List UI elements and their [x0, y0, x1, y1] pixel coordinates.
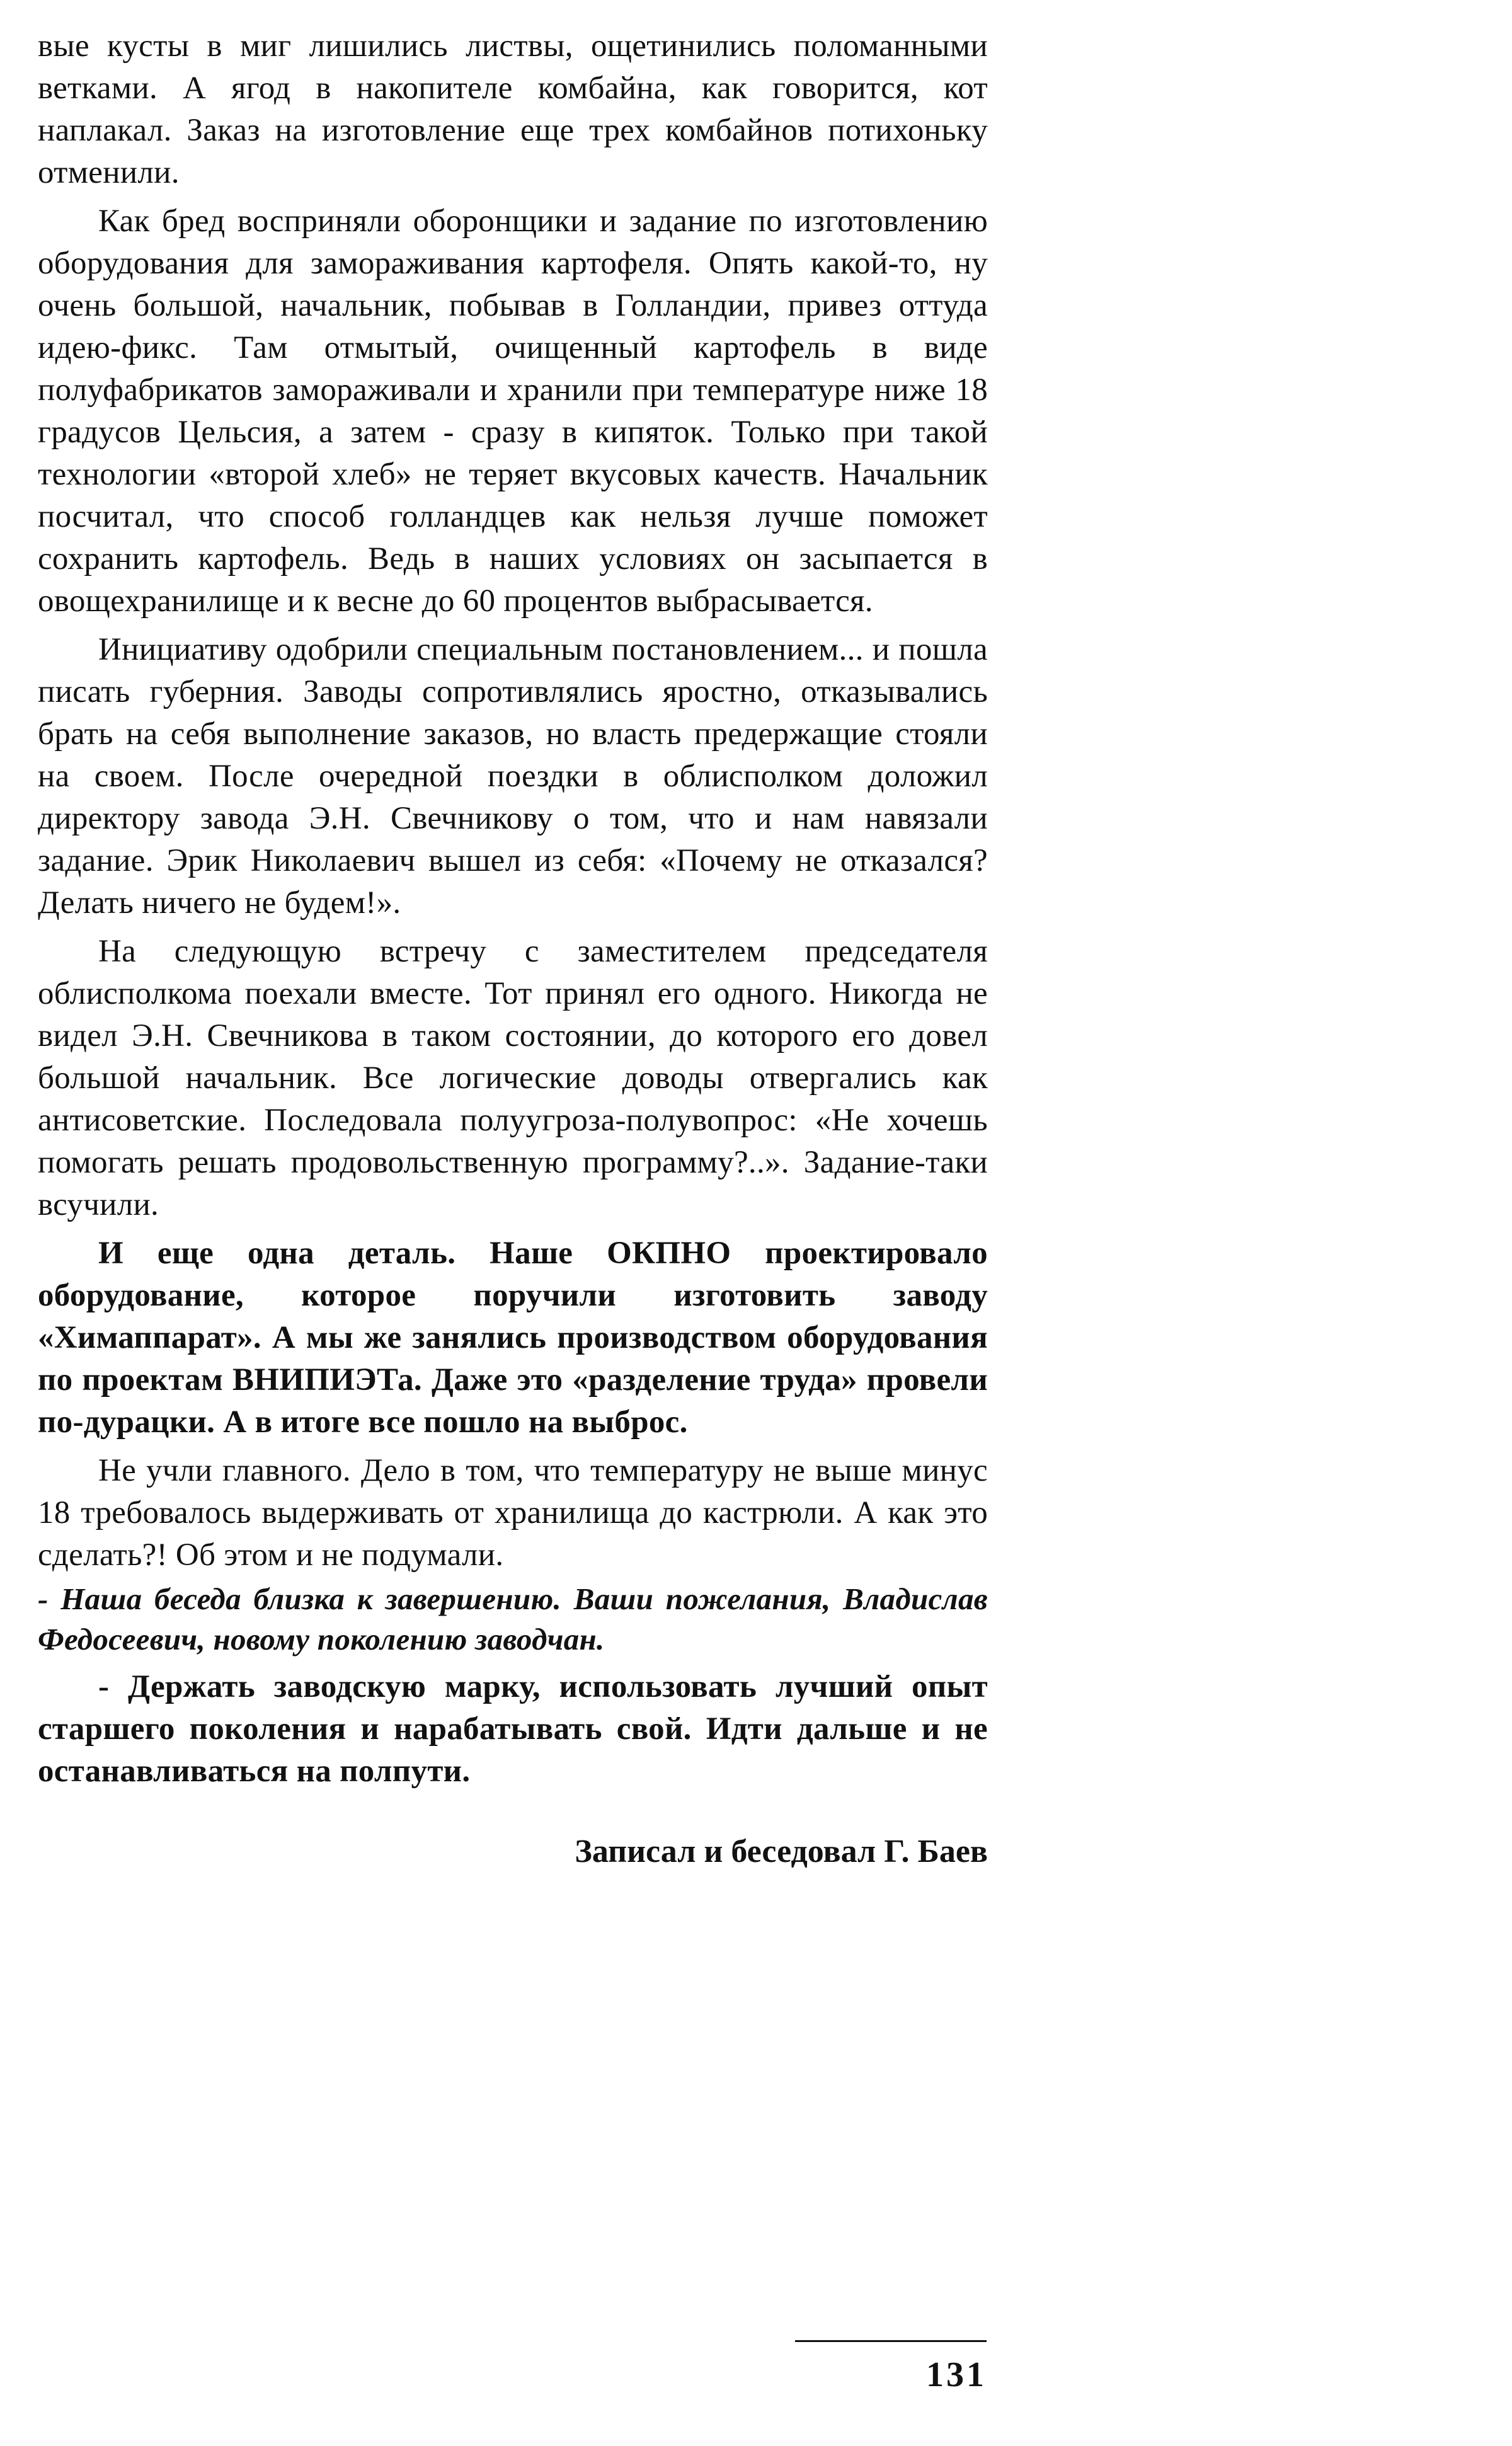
paragraph-potato-freezing: Как бред восприняли оборонщики и задание по изготовлению оборудования для замораживания картофеля. Опять какой-то, ну очень большой, начальник, побывав в Голландии, привез оттуда идею-фикс. Там отмытый, очищенный картофель в виде полуфабрикатов замораживали и хранили при температуре ниже 18 градусов Цельсия, а затем - сразу в кипяток. Только при такой технологии «второй хлеб» не теряет вкусовых качеств. Начальник посчитал, что способ голландцев как нельзя лучше поможет сохранить картофель. Ведь в наших условиях он засыпается в овощехранилище и к весне до 60 процентов выбрасывается.: [38, 204, 988, 619]
paragraph-initiative: Инициативу одобрили специальным постановлением... и пошла писать губерния. Заводы сопротивлялись яростно, отказывались брать на себя выполнение заказов, но власть предержащие стояли на своем. После очередной поездки в облисполком доложил директору завода Э.Н. Свечникову о том, что и нам навязали задание. Эрик Николаевич вышел из себя: «Почему не отказался? Делать ничего не будем!».: [38, 632, 988, 921]
paragraph-detail: И еще одна деталь. Наше ОКПНО проектировало оборудование, которое поручили изготовить заводу «Химаппарат». А мы же занялись производством оборудования по проектам ВНИПИЭТа. Даже это «разделение труда» провели по-дурацки. А в итоге все пошло на выброс.: [38, 1236, 988, 1440]
paragraph-main-point: Не учли главного. Дело в том, что температуру не выше минус 18 требовалось выдерживать от хранилища до кастрюли. А как это сделать?! Об этом и не подумали.: [38, 1453, 988, 1573]
footer-divider: [795, 2340, 987, 2342]
interview-question: - Наша беседа близка к завершению. Ваши пожелания, Владислав Федосеевич, новому поколению заводчан.: [38, 1582, 988, 1657]
interview-answer: - Держать заводскую марку, использовать лучший опыт старшего поколения и нарабатывать свой. Идти дальше и не останавливаться на полпути.: [38, 1669, 988, 1789]
page-number: 131: [926, 2355, 987, 2394]
paragraph-continuation: вые кусты в миг лишились листвы, ощетинились поломанными ветками. А ягод в накопителе комбайна, как говорится, кот наплакал. Заказ на изготовление еще трех комбайнов потихоньку отменили.: [38, 28, 988, 190]
author-signature: Записал и беседовал Г. Баев: [575, 1834, 988, 1869]
article-body: [38, 25, 988, 1873]
paragraph-next-meeting: На следующую встречу с заместителем председателя облисполкома поехали вместе. Тот принял его одного. Никогда не видел Э.Н. Свечникова в таком состоянии, до которого его довел большой начальник. Все логические доводы отвергались как антисоветские. Последовала полуугроза-полувопрос: «Не хочешь помогать решать продовольственную программу?..». Задание-таки всучили.: [38, 934, 988, 1222]
